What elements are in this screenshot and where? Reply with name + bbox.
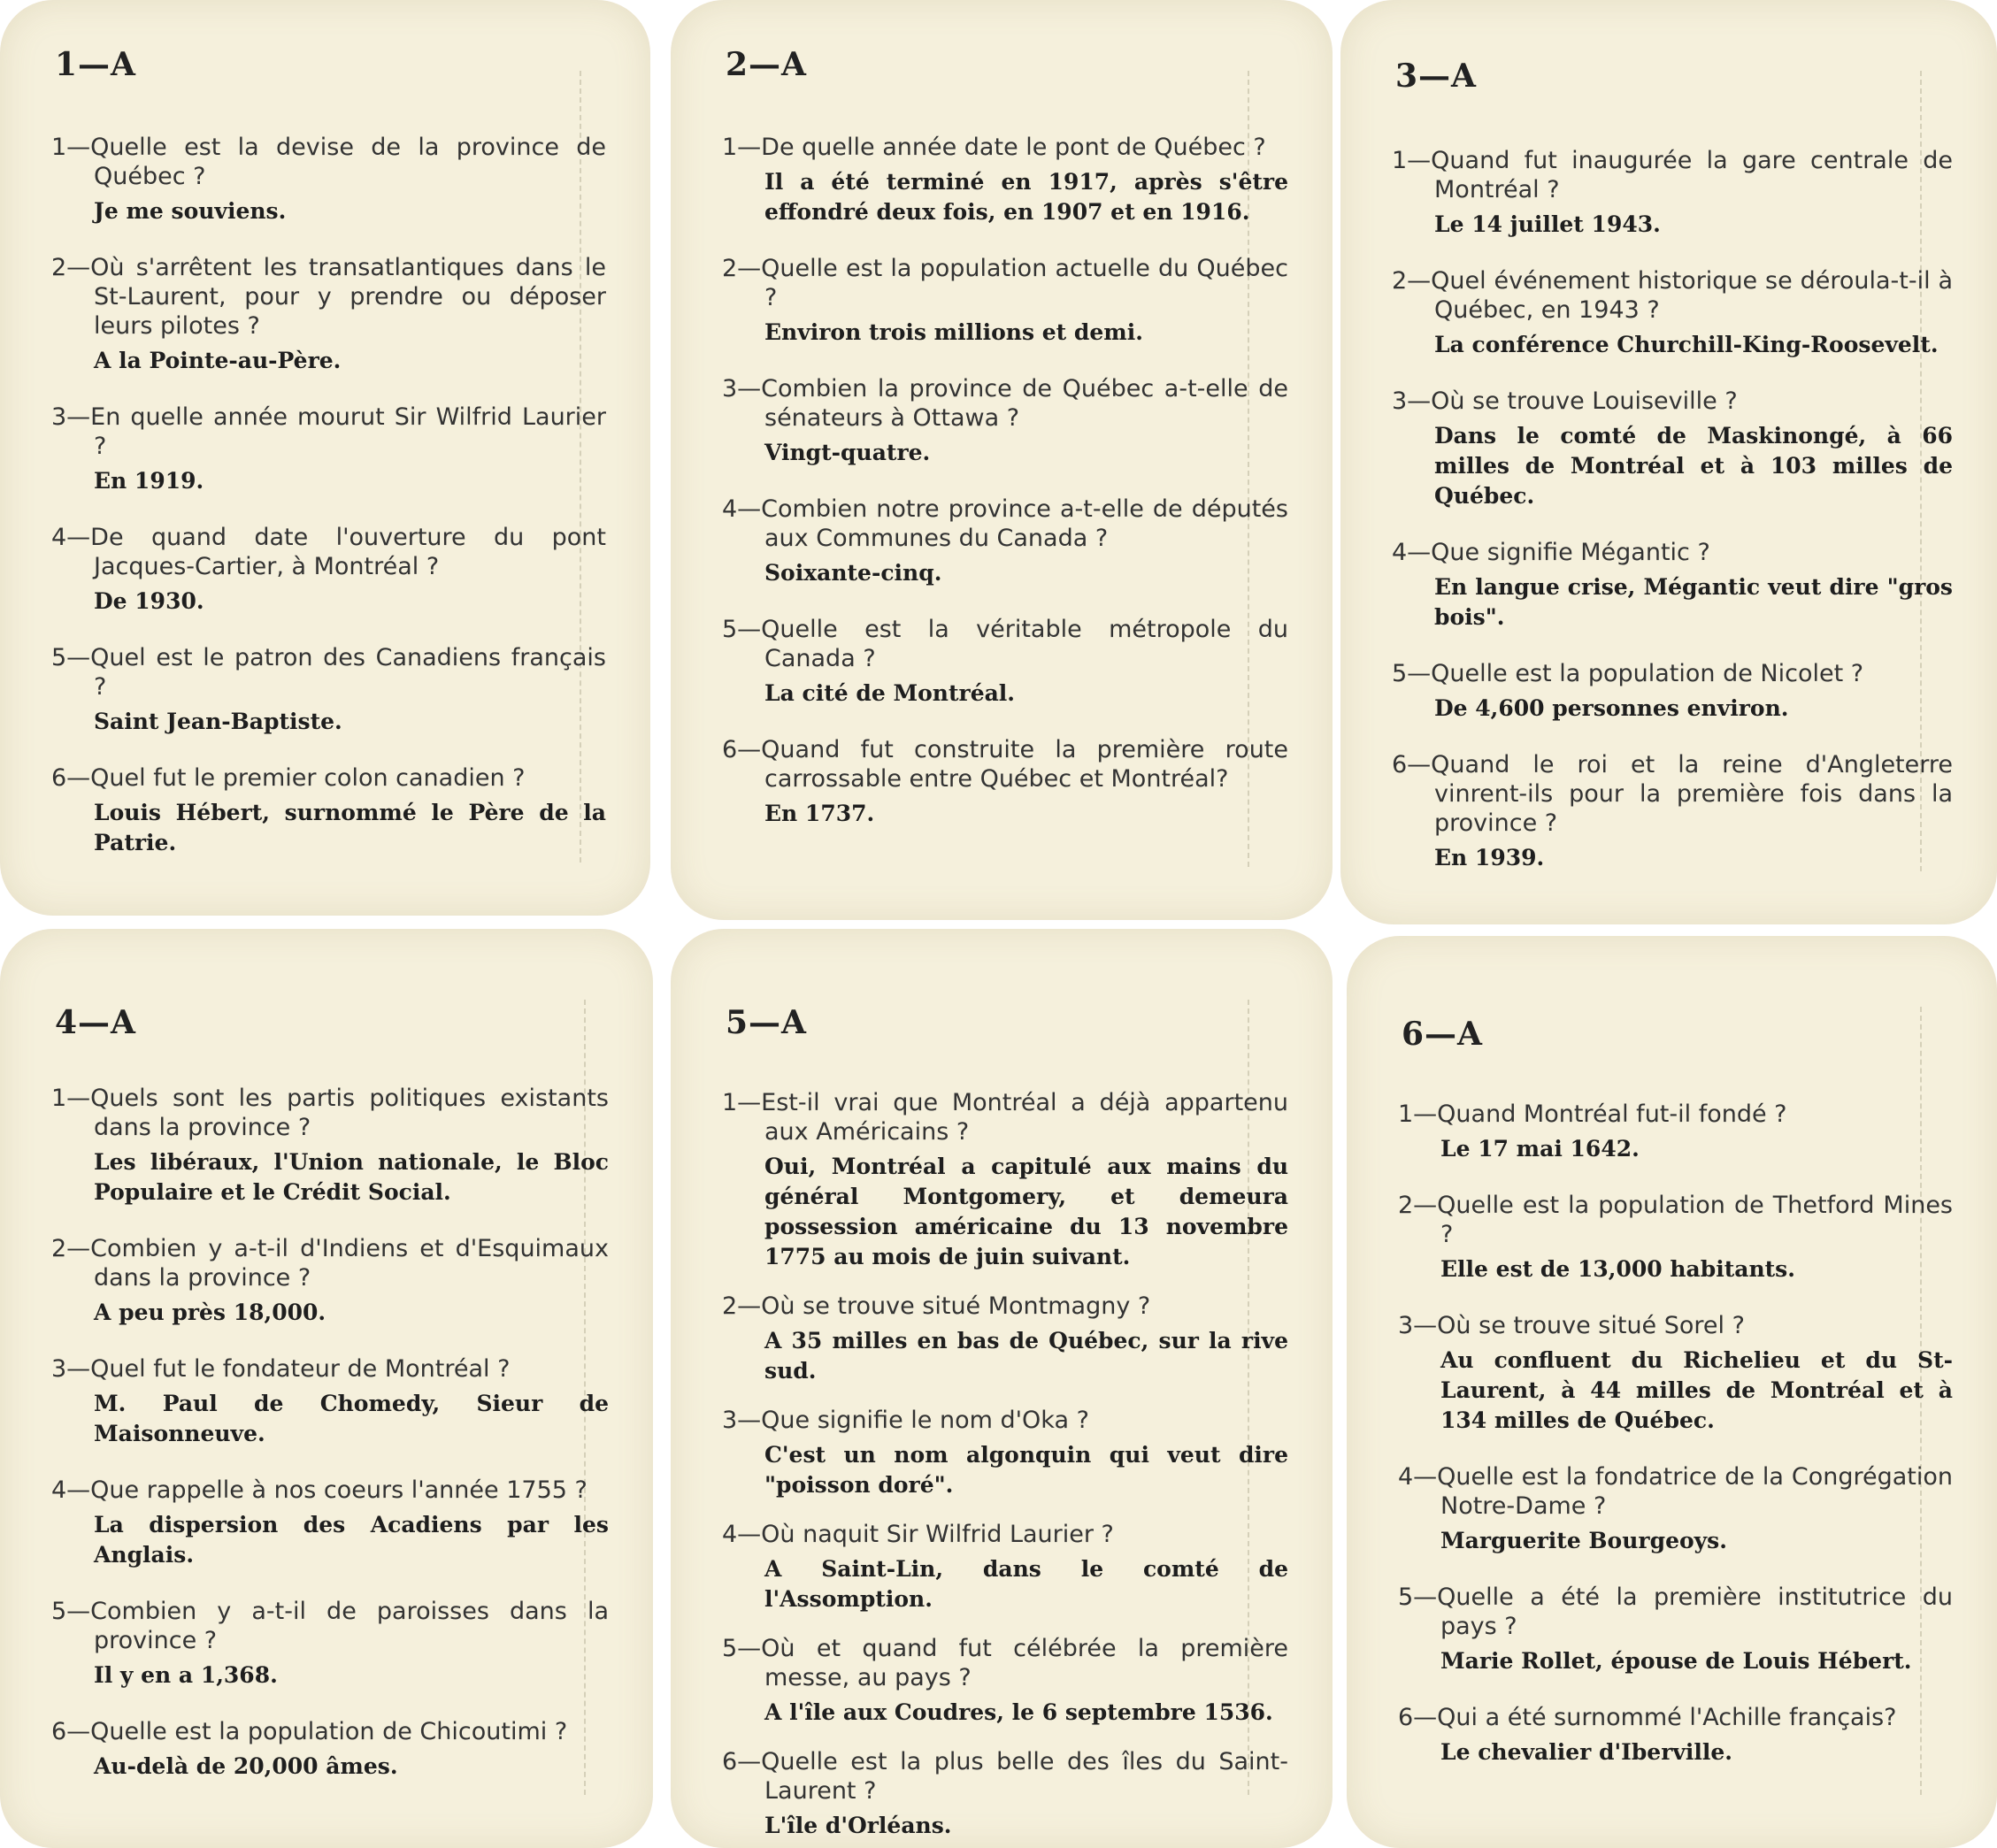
qa-item — [51, 403, 606, 496]
answer: Les libéraux, l'Union nationale, le Bloc Populaire et le Crédit Social. — [94, 1149, 609, 1205]
question: 1—De quelle année date le pont de Québec ? — [722, 134, 1266, 161]
answer: L'île d'Orléans. — [764, 1813, 952, 1838]
question: 2—Quel événement historique se déroula-t-il à Québec, en 1943 ? — [1392, 267, 1953, 324]
answer: En langue crise, Mégantic veut dire "gros bois". — [1434, 574, 1953, 630]
qa-item — [722, 254, 1288, 348]
card-4a — [0, 929, 653, 1848]
answer: Dans le comté de Maskinongé, à 66 milles de Montréal et à 103 milles de Québec. — [1434, 423, 1953, 509]
answer: Environ trois millions et demi. — [764, 319, 1143, 345]
question: 6—Quelle est la population de Chicoutimi ? — [51, 1718, 568, 1745]
qa-list — [722, 1088, 1288, 1848]
answer: Oui, Montréal a capitulé aux mains du général Montgomery, et demeura possession américaine du 13 novembre 1775 au mois de juin suivant. — [764, 1154, 1288, 1269]
answer: La dispersion des Acadiens par les Anglais. — [94, 1512, 609, 1568]
card-title: 3—A — [1395, 58, 1477, 95]
answer: A l'île aux Coudres, le 6 septembre 1536. — [764, 1699, 1273, 1725]
card-6a — [1347, 936, 1997, 1848]
answer: Il a été terminé en 1917, après s'être effondré deux fois, en 1907 et en 1916. — [764, 169, 1288, 225]
answer: La cité de Montréal. — [764, 680, 1015, 706]
qa-item — [51, 133, 606, 226]
answer: Marie Rollet, épouse de Louis Hébert. — [1440, 1648, 1912, 1674]
answer: En 1737. — [764, 801, 875, 826]
answer: Louis Hébert, surnommé le Père de la Patrie. — [94, 800, 606, 855]
question: 2—Où s'arrêtent les transatlantiques dans le St-Laurent, pour y prendre ou déposer leurs pilotes ? — [51, 254, 606, 340]
qa-item — [722, 1292, 1288, 1386]
question: 4—Combien notre province a-t-elle de députés aux Communes du Canada ? — [722, 495, 1288, 552]
qa-item — [722, 133, 1288, 227]
question: 6—Quelle est la plus belle des îles du Saint-Laurent ? — [722, 1748, 1288, 1805]
qa-item — [51, 1354, 609, 1449]
qa-item — [1398, 1462, 1953, 1556]
qa-item — [51, 1476, 609, 1570]
qa-item — [722, 374, 1288, 468]
card-title: 5—A — [726, 1004, 807, 1041]
answer: M. Paul de Chomedy, Sieur de Maisonneuve. — [94, 1391, 609, 1446]
answer: Elle est de 13,000 habitants. — [1440, 1256, 1795, 1282]
question: 3—En quelle année mourut Sir Wilfrid Laurier ? — [51, 403, 606, 460]
qa-item — [51, 1597, 609, 1691]
question: 6—Quand le roi et la reine d'Angleterre vinrent-ils pour la première fois dans la province ? — [1392, 751, 1953, 837]
qa-item — [51, 523, 606, 617]
qa-item — [722, 1088, 1288, 1272]
question: 3—Où se trouve situé Sorel ? — [1398, 1312, 1745, 1339]
answer: Vingt-quatre. — [764, 440, 931, 465]
question: 2—Où se trouve situé Montmagny ? — [722, 1292, 1151, 1320]
qa-item — [51, 253, 606, 376]
qa-item — [722, 1747, 1288, 1841]
qa-item — [51, 1717, 609, 1782]
question: 4—Où naquit Sir Wilfrid Laurier ? — [722, 1521, 1114, 1548]
answer: De 4,600 personnes environ. — [1434, 695, 1789, 721]
question: 1—Quels sont les partis politiques existants dans la province ? — [51, 1085, 609, 1141]
question: 4—Quelle est la fondatrice de la Congrégation Notre-Dame ? — [1398, 1463, 1953, 1520]
question: 6—Quand fut construite la première route carrossable entre Québec et Montréal? — [722, 736, 1288, 793]
question: 3—Où se trouve Louiseville ? — [1392, 387, 1738, 415]
answer: Marguerite Bourgeoys. — [1440, 1528, 1727, 1553]
qa-item — [722, 1406, 1288, 1500]
question: 4—Que rappelle à nos coeurs l'année 1755 ? — [51, 1476, 588, 1504]
answer: A 35 milles en bas de Québec, sur la rive sud. — [764, 1328, 1288, 1384]
answer: C'est un nom algonquin qui veut dire "poisson doré". — [764, 1442, 1288, 1498]
card-5a — [671, 929, 1333, 1848]
qa-list — [51, 1084, 609, 1808]
question: 3—Quel fut le fondateur de Montréal ? — [51, 1355, 511, 1383]
qa-list — [722, 133, 1288, 855]
qa-item — [1398, 1100, 1953, 1164]
answer: En 1919. — [94, 468, 204, 494]
qa-list — [1398, 1100, 1953, 1794]
question: 3—Que signifie le nom d'Oka ? — [722, 1407, 1089, 1434]
answer: La conférence Churchill-King-Roosevelt. — [1434, 332, 1939, 357]
question: 1—Est-il vrai que Montréal a déjà appartenu aux Américains ? — [722, 1089, 1288, 1146]
qa-item — [722, 495, 1288, 588]
question: 5—Quel est le patron des Canadiens français ? — [51, 644, 606, 701]
answer: Le 17 mai 1642. — [1440, 1136, 1640, 1162]
card-title: 4—A — [55, 1004, 136, 1041]
question: 2—Combien y a-t-il d'Indiens et d'Esquimaux dans la province ? — [51, 1235, 609, 1292]
question: 6—Qui a été surnommé l'Achille français? — [1398, 1704, 1897, 1731]
answer: De 1930. — [94, 588, 204, 614]
qa-item — [722, 1634, 1288, 1728]
qa-item — [1398, 1191, 1953, 1284]
answer: Il y en a 1,368. — [94, 1662, 278, 1688]
answer: En 1939. — [1434, 845, 1545, 870]
answer: Le chevalier d'Iberville. — [1440, 1739, 1733, 1765]
question: 3—Combien la province de Québec a-t-elle de sénateurs à Ottawa ? — [722, 375, 1288, 432]
qa-item — [51, 1234, 609, 1328]
question: 2—Quelle est la population actuelle du Québec ? — [722, 255, 1288, 311]
qa-item — [722, 615, 1288, 709]
question: 5—Où et quand fut célébrée la première messe, au pays ? — [722, 1635, 1288, 1691]
answer: A peu près 18,000. — [94, 1300, 326, 1325]
qa-item — [1392, 146, 1953, 240]
qa-item — [1398, 1583, 1953, 1676]
answer: Au-delà de 20,000 âmes. — [94, 1753, 398, 1779]
question: 1—Quelle est la devise de la province de Québec ? — [51, 134, 606, 190]
card-3a — [1340, 0, 1997, 924]
answer: Je me souviens. — [94, 198, 287, 224]
qa-item — [722, 735, 1288, 829]
question: 5—Quelle est la véritable métropole du Canada ? — [722, 616, 1288, 672]
qa-item — [722, 1520, 1288, 1614]
card-1a — [0, 0, 650, 916]
question: 5—Quelle est la population de Nicolet ? — [1392, 660, 1864, 687]
qa-list — [51, 133, 606, 885]
question: 4—De quand date l'ouverture du pont Jacques-Cartier, à Montréal ? — [51, 524, 606, 580]
question: 6—Quel fut le premier colon canadien ? — [51, 764, 526, 792]
answer: Soixante-cinq. — [764, 560, 942, 586]
qa-item — [1392, 750, 1953, 873]
answer: Le 14 juillet 1943. — [1434, 211, 1661, 237]
card-title: 1—A — [55, 46, 136, 83]
qa-item — [1398, 1703, 1953, 1767]
question: 1—Quand Montréal fut-il fondé ? — [1398, 1100, 1787, 1128]
card-title: 6—A — [1402, 1016, 1483, 1053]
card-title: 2—A — [726, 46, 807, 83]
qa-item — [1392, 387, 1953, 511]
question: 4—Que signifie Mégantic ? — [1392, 539, 1710, 566]
question: 5—Combien y a-t-il de paroisses dans la province ? — [51, 1598, 609, 1654]
qa-item — [1392, 266, 1953, 360]
answer: Saint Jean-Baptiste. — [94, 709, 342, 734]
question: 1—Quand fut inaugurée la gare centrale de Montréal ? — [1392, 147, 1953, 203]
answer: A la Pointe-au-Père. — [94, 348, 342, 373]
answer: A Saint-Lin, dans le comté de l'Assomption. — [764, 1556, 1288, 1612]
qa-item — [51, 1084, 609, 1208]
qa-item — [51, 763, 606, 858]
qa-item — [1392, 659, 1953, 724]
qa-item — [1398, 1311, 1953, 1436]
qa-item — [51, 643, 606, 737]
qa-item — [1392, 538, 1953, 633]
question: 2—Quelle est la population de Thetford Mines ? — [1398, 1192, 1953, 1248]
card-2a — [671, 0, 1333, 920]
question: 5—Quelle a été la première institutrice du pays ? — [1398, 1583, 1953, 1640]
answer: Au confluent du Richelieu et du St-Laurent, à 44 milles de Montréal et à 134 milles de Québec. — [1440, 1347, 1953, 1433]
qa-list — [1392, 146, 1953, 900]
